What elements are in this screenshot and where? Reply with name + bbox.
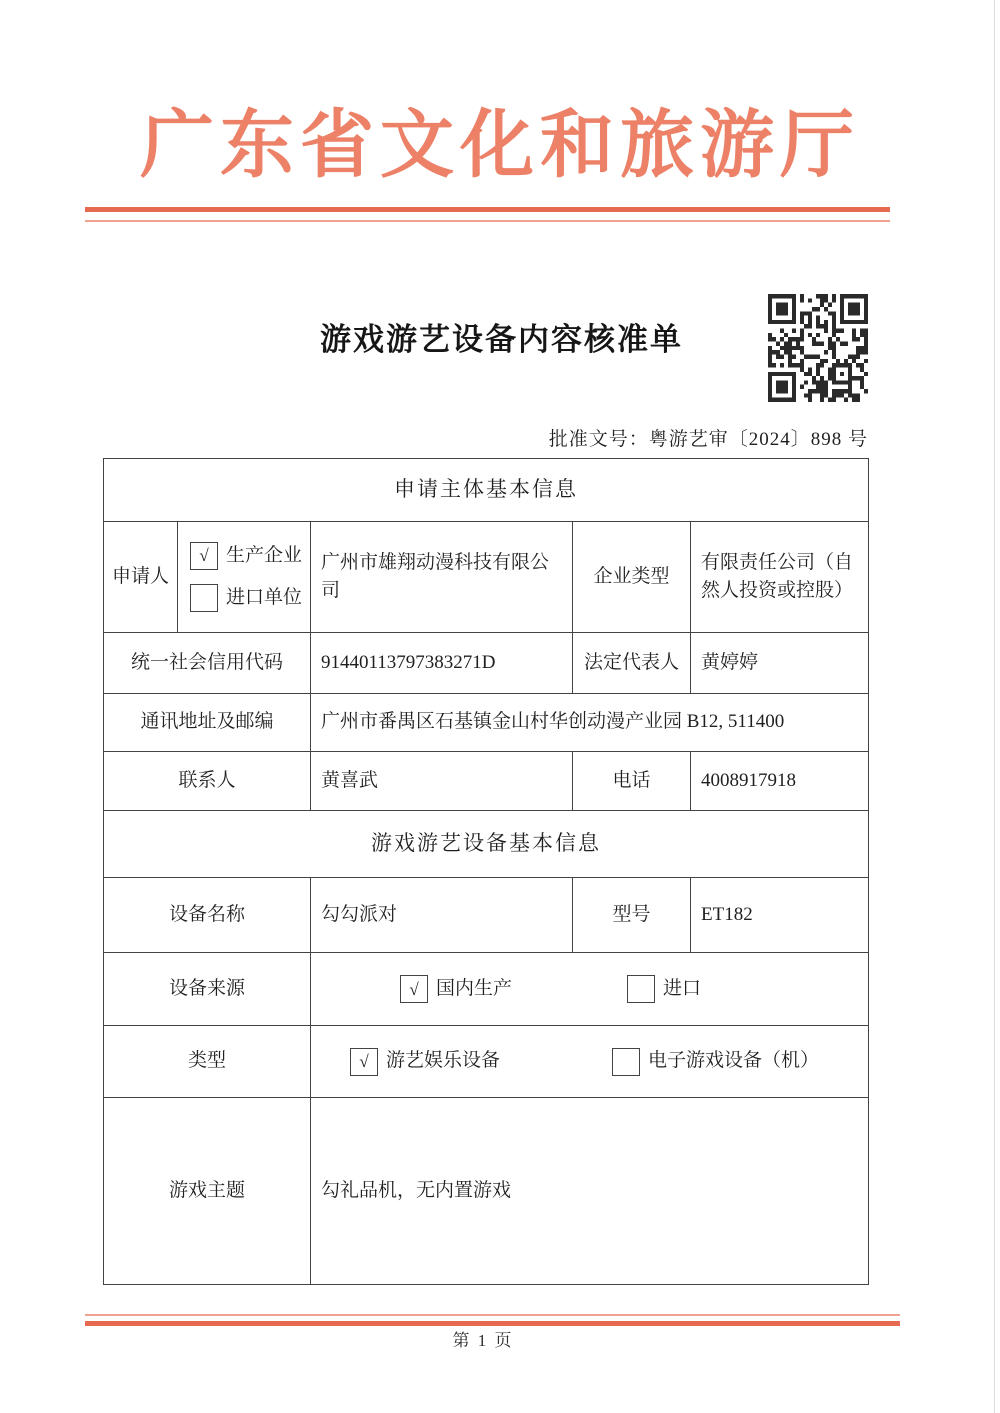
checkbox-import-unit [190,584,218,612]
model-value: ET182 [691,878,869,953]
credit-code-label: 统一社会信用代码 [104,633,311,694]
applicant-label: 申请人 [104,522,178,633]
section-title-device: 游戏游艺设备基本信息 [104,811,869,878]
applicant-options-cell [178,522,311,633]
section-row-applicant [104,459,869,522]
letterhead-org-name: 广东省文化和旅游厅 [140,105,860,187]
enterprise-type-label: 企业类型 [573,522,691,633]
option-domestic-production [400,975,512,1004]
credit-code-row [104,633,869,694]
option-import-unit-label: 进口单位 [226,587,303,608]
device-name-label: 设备名称 [104,878,311,953]
applicant-name: 广州市雄翔动漫科技有限公司 [311,522,573,633]
option-import-label: 进口 [663,977,702,999]
applicant-options [182,542,306,613]
game-theme-value: 勾礼品机，无内置游戏 [311,1098,869,1285]
device-type-label: 类型 [104,1026,311,1098]
option-amusement-equipment [350,1047,500,1076]
option-import [627,975,701,1004]
device-type-options-cell [311,1026,869,1098]
address-label: 通讯地址及邮编 [104,694,311,752]
model-label: 型号 [573,878,691,953]
device-source-row [104,953,869,1026]
checkbox-import [627,975,655,1003]
checkbox-electronic-game-machine [612,1048,640,1076]
checkbox-amusement-equipment: √ [350,1048,378,1076]
device-source-options-cell [311,953,869,1026]
credit-code-value: 91440113797383271D [311,633,573,694]
applicant-row [104,522,869,633]
game-theme-row [104,1098,869,1285]
section-row-device [104,811,869,878]
phone-value: 4008917918 [691,752,869,811]
legal-rep-label: 法定代表人 [573,633,691,694]
checkbox-production-enterprise: √ [190,542,218,570]
device-name-row [104,878,869,953]
contact-row [104,752,869,811]
checkbox-domestic-production: √ [400,975,428,1003]
letterhead-divider-thick [85,207,890,212]
device-name-value: 勾勾派对 [311,878,573,953]
option-domestic-production-label: 国内生产 [436,977,513,999]
device-source-options [315,975,864,1004]
contact-value: 黄喜武 [311,752,573,811]
page-number: 第 1 页 [452,1331,514,1350]
scan-edge-artifact [994,0,995,1413]
footer-divider-thin [85,1314,900,1316]
option-production-enterprise [190,542,306,571]
game-theme-label: 游戏主题 [104,1098,311,1285]
option-amusement-equipment-label: 游艺娱乐设备 [386,1050,501,1072]
device-type-options [315,1047,864,1076]
device-type-row [104,1026,869,1098]
enterprise-type-value: 有限责任公司（自然人投资或控股） [691,522,869,633]
device-source-label: 设备来源 [104,953,311,1026]
option-electronic-game-machine [612,1047,819,1076]
application-form-table [103,458,869,1285]
option-electronic-game-machine-label: 电子游戏设备（机） [648,1050,820,1072]
letterhead-divider-thin [85,220,890,222]
legal-rep-value: 黄婷婷 [691,633,869,694]
option-import-unit [190,584,306,613]
option-production-enterprise-label: 生产企业 [226,544,303,566]
section-title-applicant: 申请主体基本信息 [104,459,869,522]
address-row [104,694,869,752]
approval-number: 批准文号：粤游艺审〔2024〕898 号 [548,429,868,450]
address-value: 广州市番禺区石基镇金山村华创动漫产业园 B12, 511400 [311,694,869,752]
qr-code [768,294,868,402]
form-title: 游戏游艺设备内容核准单 [320,322,683,357]
phone-label: 电话 [573,752,691,811]
contact-label: 联系人 [104,752,311,811]
